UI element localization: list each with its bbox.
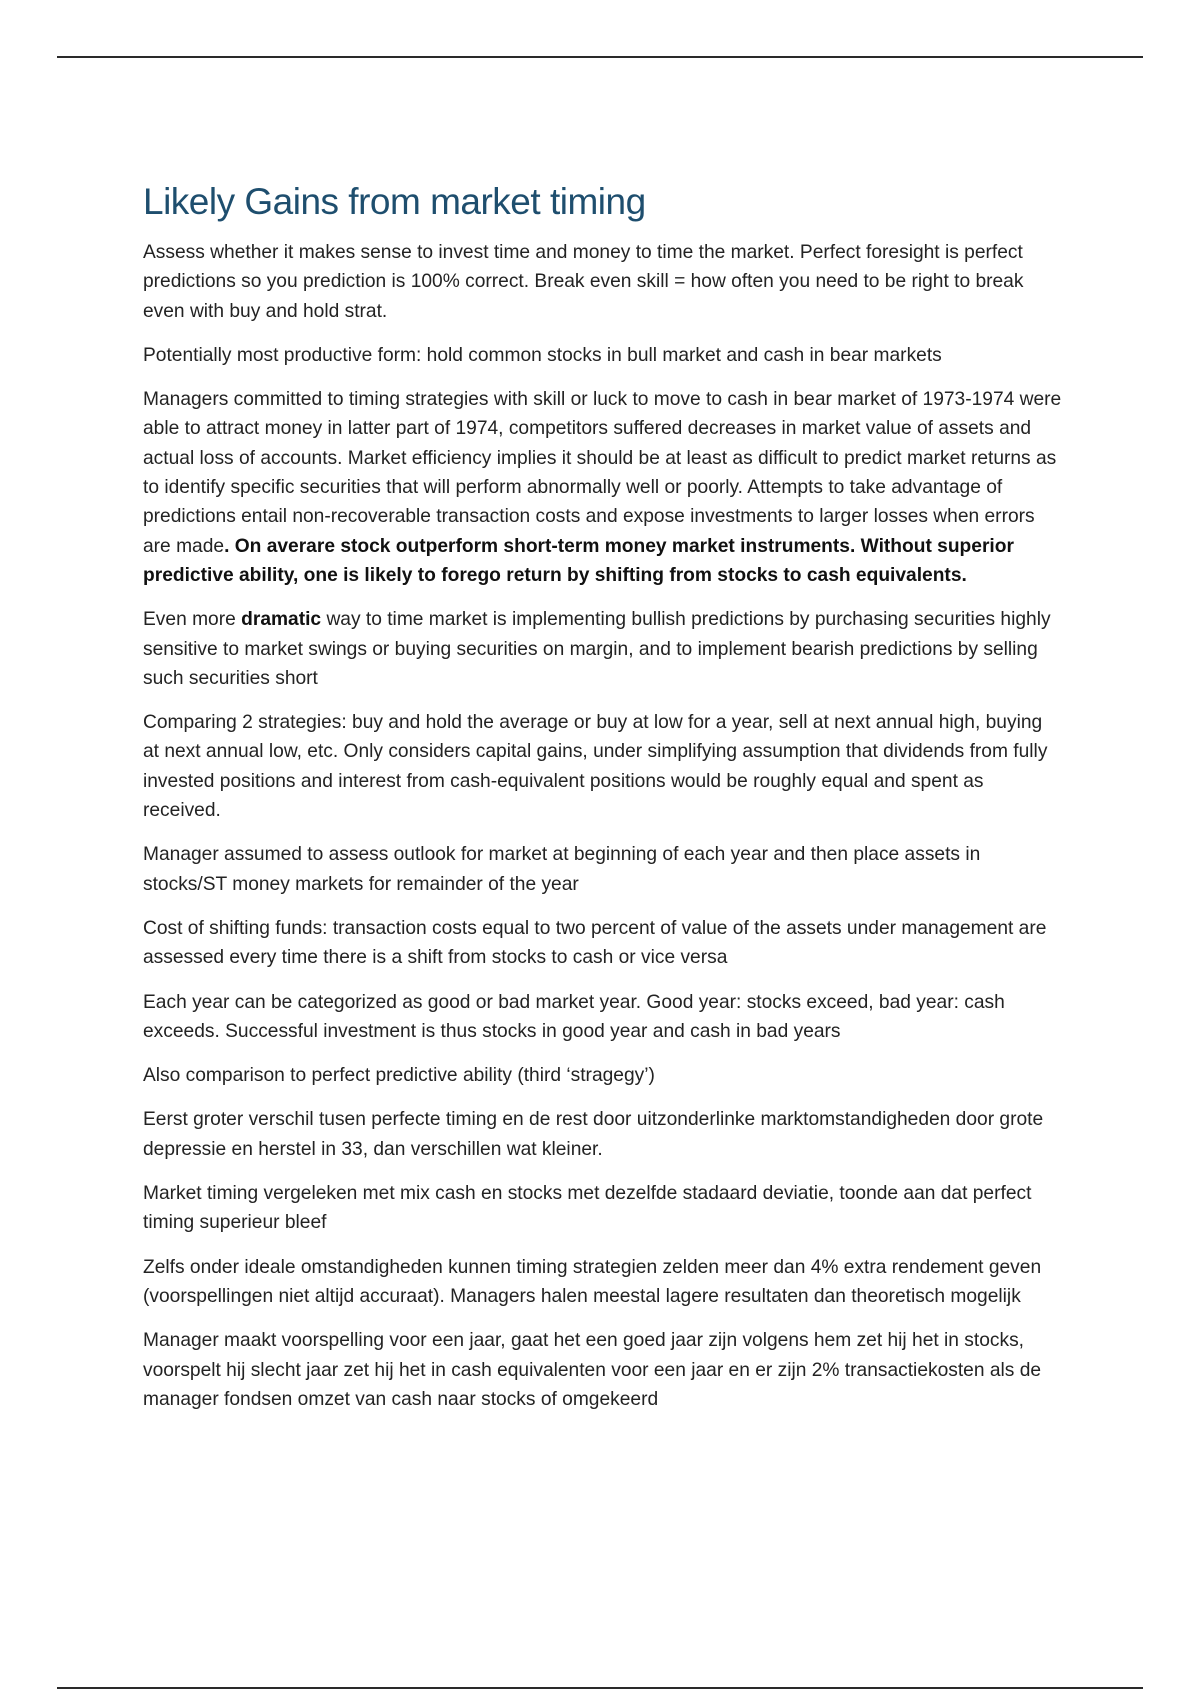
top-divider bbox=[57, 56, 1143, 58]
paragraph-good-bad-years: Each year can be categorized as good or bad market year. Good year: stocks exceed, bad year: cash exceeds. Successful investment is thus stocks in good year and cash in bad years bbox=[143, 991, 1005, 1042]
paragraph-depression: Eerst groter verschil tusen perfecte timing en de rest door uitzonderlinke marktomstandigheden door grote depressie en herstel in 33, dan verschillen wat kleiner. bbox=[143, 1109, 1044, 1160]
paragraph-emphasis: . On averare stock outperform short-term money market instruments. Without superior predictive ability, one is likely to forego return by shifting from stocks to cash equivalents. bbox=[143, 535, 1014, 586]
paragraph-std-deviation: Market timing vergeleken met mix cash en stocks met dezelfde stadaard deviatie, toonde aan dat perfect timing superieur bleef bbox=[143, 1183, 1032, 1234]
paragraph-emphasis: dramatic bbox=[241, 609, 322, 631]
paragraph-text: Even more bbox=[143, 609, 242, 631]
paragraph-ideal-conditions: Zelfs onder ideale omstandigheden kunnen timing strategien zelden meer dan 4% extra rendement geven (voorspellingen niet altijd accuraat). Managers halen meestal lagere resultaten dan theoretisch mogelijk bbox=[143, 1256, 1042, 1307]
paragraph-dramatic-timing bbox=[143, 605, 1063, 693]
paragraph-timing-managers bbox=[143, 385, 1063, 590]
paragraph-manager-outlook: Manager assumed to assess outlook for market at beginning of each year and then place assets in stocks/ST money markets for remainder of the year bbox=[143, 844, 981, 895]
paragraph-text: Managers committed to timing strategies with skill or luck to move to cash in bear market of 1973-1974 were able to attract money in latter part of 1974, competitors suffered decreases in market value of assets and actual loss of accounts. Market efficiency implies it should be at least as difficult to predict market returns as to identify specific securities that will perform abnormally well or poorly. Attempts to take advantage of predictions entail non-recoverable transaction costs and expose investments to larger losses when errors are made bbox=[143, 389, 1062, 557]
paragraph-productive-form: Potentially most productive form: hold common stocks in bull market and cash in bear markets bbox=[143, 344, 942, 366]
paragraph-shifting-cost: Cost of shifting funds: transaction costs equal to two percent of value of the assets under management are assessed every time there is a shift from stocks to cash or vice versa bbox=[143, 917, 1047, 969]
paragraph-perfect-foresight: Assess whether it makes sense to invest time and money to time the market. Perfect foresight is perfect predictions so you prediction is 100% correct. Break even skill = how often you need to be right to break even with buy and hold strat. bbox=[143, 242, 1024, 322]
document-body bbox=[143, 178, 1063, 1429]
paragraph-two-strategies: Comparing 2 strategies: buy and hold the average or buy at low for a year, sell at next annual high, buying at next annual low, etc. Only considers capital gains, under simplifying assumption that dividends from fully invested positions and interest from cash-equivalent positions would be roughly equal and spent as received. bbox=[143, 712, 1048, 822]
paragraph-perfect-ability: Also comparison to perfect predictive ability (third ‘stragegy’) bbox=[143, 1065, 655, 1087]
bottom-divider bbox=[57, 1687, 1143, 1689]
section-heading: Likely Gains from market timing bbox=[143, 181, 646, 222]
paragraph-text: way to time market is implementing bullish predictions by purchasing securities highly sensitive to market swings or buying securities on margin, and to implement bearish predictions by selling such securities short bbox=[143, 609, 1051, 689]
paragraph-manager-prediction: Manager maakt voorspelling voor een jaar, gaat het een goed jaar zijn volgens hem zet hij het in stocks, voorspelt hij slecht jaar zet hij het in cash equivalenten voor een jaar en er zijn 2% transactiekosten als de manager fondsen omzet van cash naar stocks of omgekeerd bbox=[143, 1330, 1042, 1410]
